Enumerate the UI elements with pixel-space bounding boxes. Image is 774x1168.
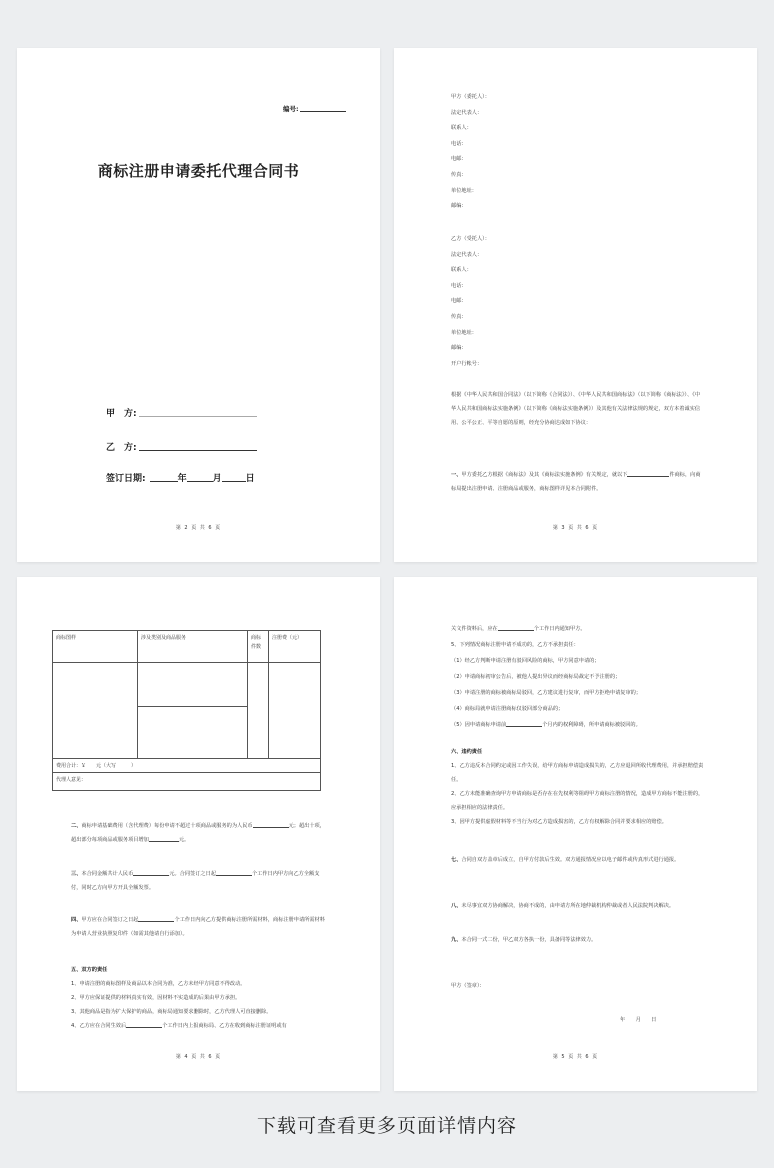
party-a-info	[451, 90, 707, 215]
party-a-field: 甲 方:	[106, 406, 257, 419]
table-header-fee: 注册费（元）	[269, 631, 321, 663]
fee-table	[52, 630, 321, 791]
info-line: 联系人：	[451, 267, 472, 274]
page-footer: 第 5 页 共 6 页	[552, 1054, 599, 1060]
info-line: 电邮：	[451, 298, 467, 305]
info-line: 法定代表人：	[451, 109, 483, 116]
signature-line: 甲方（签章）：	[451, 983, 485, 989]
info-line: 甲方（委托人）：	[451, 94, 490, 100]
section-6-liability: 六、违约责任 1、乙方违反本合同约定或因工作失误，给甲方商标申请造成损失的，乙方应退回所收代理费用，并承担赔偿责任。 2、乙方未能准确查询甲方申请商标是否存在在先权利等阻碍甲方商标注册的情况，造成甲方商标不能注册的，应承担相应的法律责任。 3、因甲方提供虚假材料等不当行为对乙方造成损害的，乙方有权解除合同并要求相应的赔偿。	[451, 749, 704, 825]
party-b-info	[451, 232, 707, 372]
clause-2: 二、商标申请基础费用（含代理费）每份申请不超过十项商品或服务的为人民币 元；超出十项，超出部分每项商品或服务项目增加 元。	[71, 823, 325, 843]
info-line: 乙方（受托人）：	[451, 236, 490, 242]
document-page-liability	[394, 577, 757, 1091]
info-line: 传真：	[451, 171, 467, 178]
info-line: 单位地址：	[451, 329, 477, 336]
party-b-underline	[139, 450, 257, 451]
table-cell	[138, 663, 248, 707]
page-footer: 第 2 页 共 6 页	[175, 525, 222, 531]
section-7: 七、合同自双方盖章后成立，自甲方付款后生效。双方通报情况应以电子邮件或传真形式进行通报。	[451, 857, 680, 863]
document-page-cover	[17, 48, 380, 562]
section-9: 九、本合同一式二份，甲乙双方各执一份，具备同等法律效力。	[451, 937, 597, 943]
page-footer: 第 4 页 共 6 页	[175, 1054, 222, 1060]
table-cell	[138, 707, 248, 759]
signature-date: 年 月 日	[620, 1017, 657, 1023]
page-footer: 第 3 页 共 6 页	[552, 525, 599, 531]
table-header-trademark: 商标图样	[53, 631, 138, 663]
table-cell	[269, 663, 321, 759]
document-page-fees	[17, 577, 380, 1091]
signing-date-field: 签订日期: 年 月 日	[106, 474, 255, 484]
table-header-count: 商标件数	[248, 631, 269, 663]
intro-paragraph: 根据《中华人民共和国合同法》（以下简称《合同法》）、《中华人民共和国商标法》（以下简称《商标法》）、《中华人民共和国商标法实施条例》（以下简称《商标法实施条例》）及其他有关法律法规的规定，双方本着诚实信用、公平公正、平等自愿的原则，经充分协商达成如下协议：	[451, 392, 700, 426]
info-line: 单位地址：	[451, 187, 477, 194]
download-caption: 下载可查看更多页面详情内容	[256, 1115, 517, 1137]
clause-3: 三、本合同金额共计人民币 元。合同签订之日起 个工作日内甲方向乙方全额支付，同时乙方向甲方开具全额发票。	[71, 871, 320, 891]
table-header-class: 涉及类别及商品服务	[138, 631, 248, 663]
contract-number-field: 编号:	[283, 104, 346, 113]
info-line: 电话：	[451, 282, 467, 289]
info-line: 邮编：	[451, 345, 467, 352]
info-line: 传真：	[451, 313, 467, 320]
table-total-row: 费用合计：￥ 元（大写 ）	[53, 759, 321, 773]
table-cell	[248, 663, 269, 759]
section-8: 八、未尽事宜双方协商解决，协商不成的，由申请方所在地仲裁机构仲裁或者人民法院判决解决。	[451, 903, 675, 909]
document-title: 商标注册申请委托代理合同书	[97, 162, 300, 180]
info-line: 电邮：	[451, 156, 467, 163]
table-agent-opinion: 代理人意见：	[53, 773, 321, 791]
clause-1: 一、甲方委托乙方根据《商标法》及其《商标法实施条例》有关规定，就以下 件商标，向商标局提出注册申请、注册商品或服务，商标图样详见本合同附件。	[451, 472, 701, 492]
info-line: 开户行帐号：	[451, 360, 483, 367]
table-cell	[53, 663, 138, 759]
clause-5-continued: 关文件资料后，应在 个工作日内通知甲方。 5、下列情况商标注册申请不成功的，乙方不承担责任： （1）经乙方判断申请注册有驳回风险的商标，甲方同意申请的； （2）申请商标初审公告后，被他人提出异议而经商标局裁定不予注册的； （3）申请注册的商标被商标局驳回，乙方建议进行复审，而甲方拒绝申请复审的； （4）商标局就申请注册商标仅驳回部分商品的； （5）因申请商标申请前 个月内的权利障碍，所申请商标被驳回的。	[451, 626, 642, 728]
clause-5: 五、双方的责任 1、申请注册的商标图样及商品以本合同为准，乙方未经甲方同意不得改动。 2、甲方应保证提供的材料真实有效，因材料不实造成的后果由甲方承担。 3、其他商品是指为扩大保护的商品，商标局通知要求删除时，乙方代理人可直接删除。 4、乙方应在合同生效后 个工作日内上报商标局、乙方在收到商标注册证明或有	[71, 967, 287, 1029]
party-b-field: 乙 方:	[106, 440, 257, 453]
document-page-parties	[394, 48, 757, 562]
party-a-underline	[139, 416, 257, 417]
info-line: 电话：	[451, 140, 467, 147]
number-underline	[300, 111, 346, 112]
clause-4: 四、甲方应在合同签订之日起 个工作日内向乙方提供商标注册所需材料，商标注册申请所需材料为申请人营业执照复印件（如需其他请自行添加）。	[71, 917, 325, 937]
info-line: 邮编：	[451, 203, 467, 210]
info-line: 法定代表人：	[451, 251, 483, 258]
info-line: 联系人：	[451, 125, 472, 132]
